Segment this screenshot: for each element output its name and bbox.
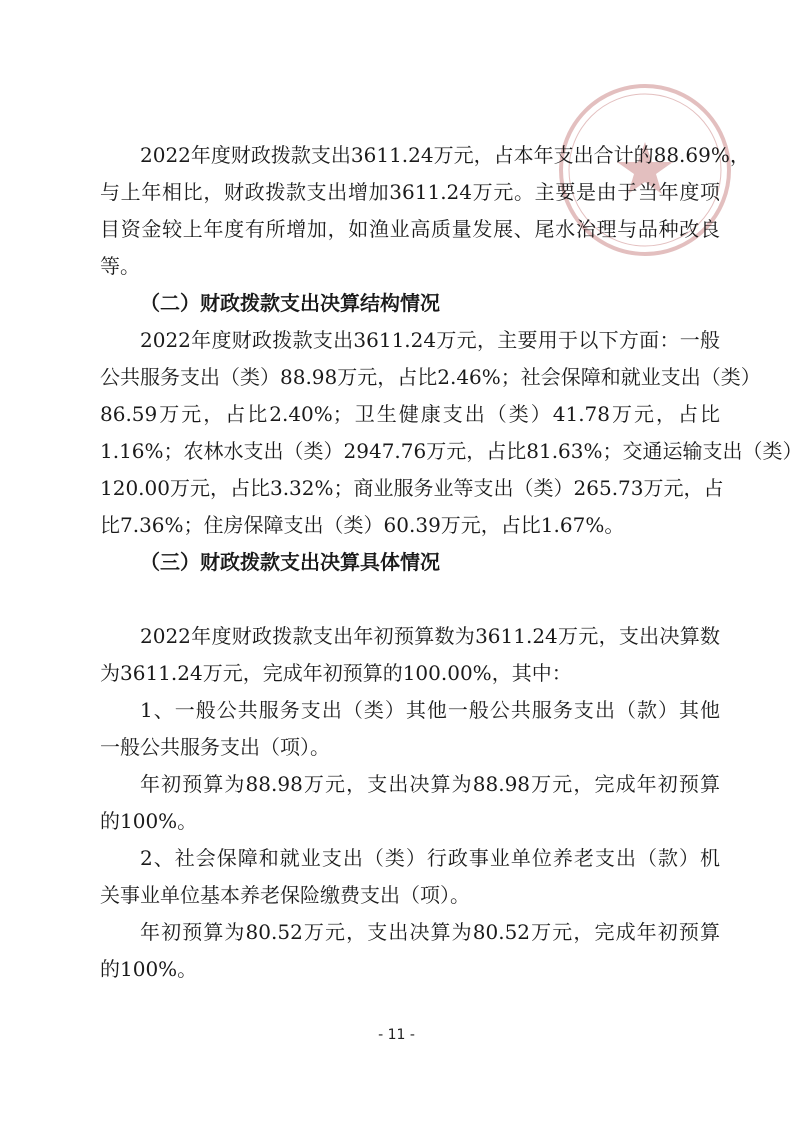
text-line: 年初预算为88.98万元，支出决算为88.98万元，完成年初预算 bbox=[140, 772, 720, 796]
paragraph bbox=[100, 618, 720, 692]
text-line: 120.00万元，占比3.32%；商业服务业等支出（类）265.73万元，占 bbox=[100, 476, 724, 500]
text-line: 的100%。 bbox=[100, 809, 198, 833]
text-line: 目资金较上年度有所增加，如渔业高质量发展、尾水治理与品种改良 bbox=[100, 217, 720, 241]
text-line: 年初预算为80.52万元，支出决算为80.52万元，完成年初预算 bbox=[140, 920, 720, 944]
text-line: 1、一般公共服务支出（类）其他一般公共服务支出（款）其他 bbox=[140, 698, 720, 722]
text-line: 2022年度财政拨款支出3611.24万元，占本年支出合计的88.69%， bbox=[140, 143, 750, 167]
paragraph bbox=[100, 840, 720, 914]
page-number: - 11 - bbox=[378, 1027, 415, 1043]
text-line: 等。 bbox=[100, 254, 140, 278]
paragraph bbox=[100, 766, 720, 840]
text-line: 2022年度财政拨款支出年初预算数为3611.24万元，支出决算数 bbox=[140, 624, 720, 648]
section-heading bbox=[100, 285, 720, 322]
text-line: 比7.36%；住房保障支出（类）60.39万元，占比1.67%。 bbox=[100, 513, 625, 537]
text-line: （三）财政拨款支出决算具体情况 bbox=[140, 550, 440, 574]
paragraph bbox=[100, 322, 803, 544]
section-heading bbox=[100, 544, 720, 581]
text-line: 2、社会保障和就业支出（类）行政事业单位养老支出（款）机 bbox=[140, 846, 720, 870]
paragraph bbox=[100, 914, 720, 988]
text-line: 一般公共服务支出（项）。 bbox=[100, 735, 330, 759]
text-line: 与上年相比，财政拨款支出增加3611.24万元。主要是由于当年度项 bbox=[100, 180, 720, 204]
text-line: 为3611.24万元，完成年初预算的100.00%，其中： bbox=[100, 661, 572, 685]
text-line: 关事业单位基本养老保险缴费支出（项）。 bbox=[100, 883, 470, 907]
paragraph bbox=[100, 137, 750, 285]
text-line: 的100%。 bbox=[100, 957, 198, 981]
paragraph bbox=[100, 692, 720, 766]
text-line: 86.59万元，占比2.40%；卫生健康支出（类）41.78万元，占比 bbox=[100, 402, 720, 426]
text-line: 1.16%；农林水支出（类）2947.76万元，占比81.63%；交通运输支出（类） bbox=[100, 439, 803, 463]
text-line: （二）财政拨款支出决算结构情况 bbox=[140, 291, 440, 315]
text-line: 公共服务支出（类）88.98万元，占比2.46%；社会保障和就业支出（类） bbox=[100, 365, 761, 389]
text-line: 2022年度财政拨款支出3611.24万元，主要用于以下方面：一般 bbox=[140, 328, 720, 352]
